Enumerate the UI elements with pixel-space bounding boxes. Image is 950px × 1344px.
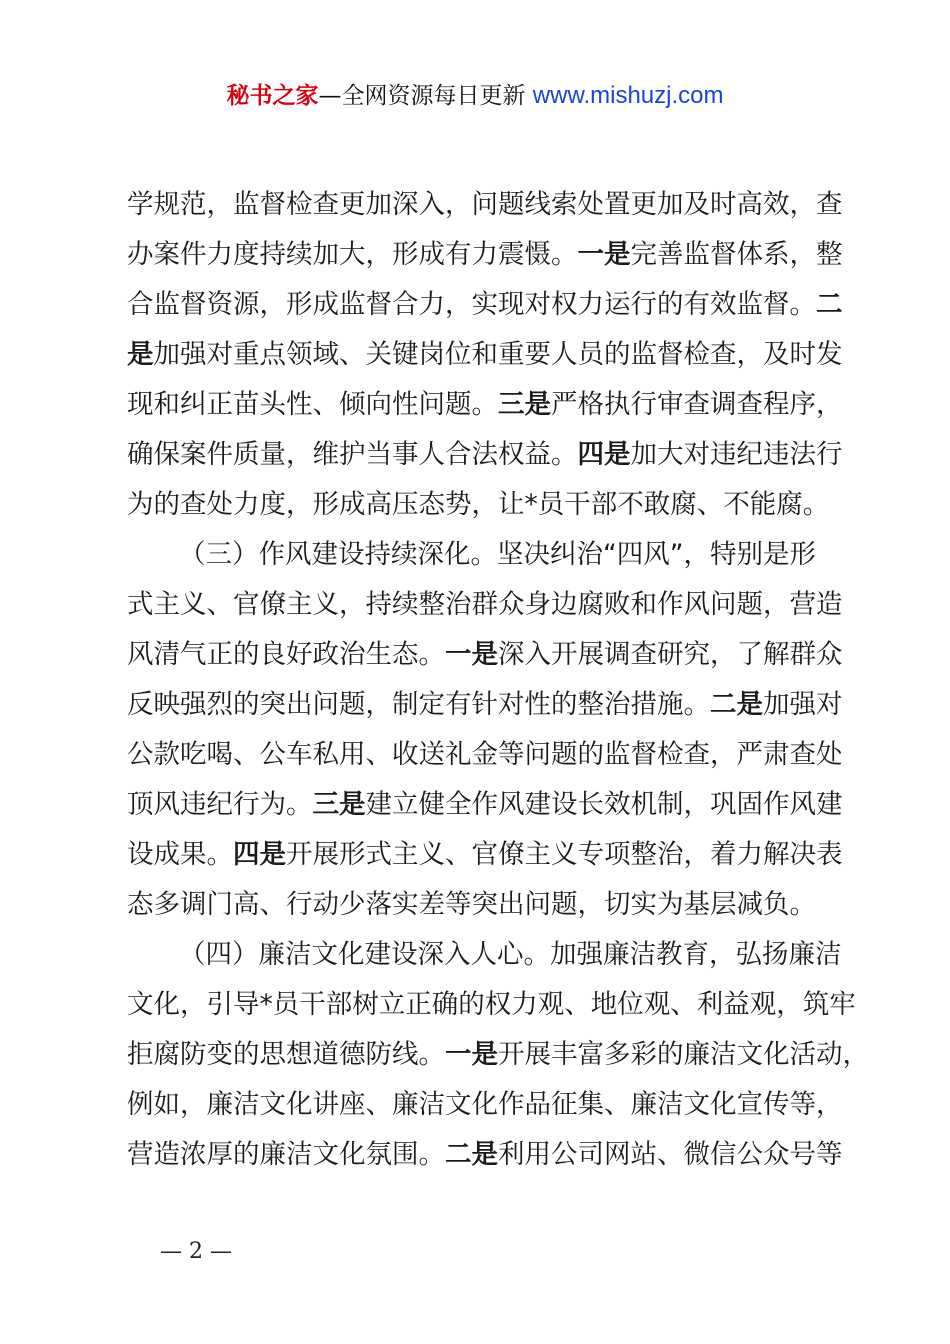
text-segment: 严格执行审查调查程序，: [551, 389, 843, 420]
text-line: [127, 630, 843, 680]
bold-marker: 二是: [710, 689, 763, 720]
text-line: [127, 280, 843, 330]
text-segment: 设成果。: [127, 839, 233, 870]
text-segment: 拒腐防变的思想道德防线。: [127, 1039, 445, 1070]
bold-marker: 四是: [577, 439, 631, 470]
text-line: [127, 380, 843, 430]
text-segment: 反映强烈的突出问题，制定有针对性的整治措施。: [127, 689, 710, 720]
text-line: [127, 730, 843, 780]
bold-marker: 一是: [445, 1039, 498, 1070]
bold-marker: 是: [127, 339, 154, 370]
bold-marker: 三是: [312, 789, 366, 820]
text-line: [127, 880, 839, 930]
text-segment: 合监督资源，形成监督合力，实现对权力运行的有效监督。: [127, 289, 816, 320]
text-line: [127, 980, 856, 1030]
text-segment: 加大对违纪违法行: [630, 439, 843, 470]
bold-marker: 一是: [445, 639, 498, 670]
text-segment: 深入开展调查研究，了解群众: [498, 639, 843, 670]
text-line: [127, 1030, 869, 1080]
text-segment: 加强对重点领域、关键岗位和重要人员的监督检查，及时发: [153, 339, 843, 370]
document-body: [127, 180, 869, 1180]
text-line: [127, 780, 843, 830]
text-segment: 式主义、官僚主义，持续整治群众身边腐败和作风问题，营造: [127, 589, 843, 620]
text-segment: 为的查处力度，形成高压态势，让*员干部不敢腐、不能腐。: [127, 489, 830, 520]
text-segment: 顶风违纪行为。: [127, 789, 313, 820]
text-segment: 利用公司网站、微信公众号等: [498, 1139, 843, 1170]
page-header: [0, 78, 950, 114]
header-brand: 秘书之家: [226, 83, 319, 109]
bold-marker: 二是: [445, 1139, 498, 1170]
bold-marker: 四是: [233, 839, 286, 870]
text-segment: 开展形式主义、官僚主义专项整治，着力解决表: [286, 839, 843, 870]
text-segment: 加强对: [763, 689, 843, 720]
text-line: [127, 480, 839, 530]
text-line: [127, 430, 843, 480]
text-line: [127, 680, 843, 730]
text-line: [127, 930, 842, 980]
text-segment: 例如，廉洁文化讲座、廉洁文化作品征集、廉洁文化宣传等，: [127, 1089, 843, 1120]
header-url-link[interactable]: www.mishuzj.com: [532, 82, 724, 109]
bold-marker: 二: [816, 289, 843, 320]
text-segment: 现和纠正苗头性、倾向性问题。: [127, 389, 498, 420]
text-segment: 态多调门高、行动少落实差等突出问题，切实为基层减负。: [127, 889, 816, 920]
text-segment: （四）廉洁文化建设深入人心。加强廉洁教育，弘扬廉洁: [179, 939, 842, 970]
text-segment: 学规范，监督检查更加深入，问题线索处置更加及时高效，查: [127, 189, 843, 220]
page-number: — 2 —: [160, 1239, 232, 1264]
bold-marker: 三是: [498, 389, 551, 420]
text-segment: 建立健全作风建设长效机制，巩固作风建: [365, 789, 843, 820]
text-line: [127, 180, 843, 230]
text-segment: 办案件力度持续加大，形成有力震慑。: [127, 239, 578, 270]
text-segment: 营造浓厚的廉洁文化氛围。: [127, 1139, 445, 1170]
text-line: [127, 830, 843, 880]
bold-marker: 一是: [577, 239, 631, 270]
text-segment: 完善监督体系，整: [630, 239, 843, 270]
text-segment: 开展丰富多彩的廉洁文化活动，: [498, 1039, 869, 1070]
text-line: [127, 1080, 843, 1130]
text-line: [127, 330, 843, 380]
text-segment: 风清气正的良好政治生态。: [127, 639, 445, 670]
text-line: [127, 230, 843, 280]
text-line: [127, 1130, 843, 1180]
text-line: [127, 530, 839, 580]
text-segment: 文化，引导*员干部树立正确的权力观、地位观、利益观，筑牢: [127, 989, 856, 1020]
text-segment: 确保案件质量，维护当事人合法权益。: [127, 439, 578, 470]
text-segment: （三）作风建设持续深化。坚决纠治“四风”，特别是形: [179, 539, 816, 570]
text-line: [127, 580, 843, 630]
header-tagline: —全网资源每日更新: [318, 83, 533, 109]
text-segment: 公款吃喝、公车私用、收送礼金等问题的监督检查，严肃查处: [127, 739, 843, 770]
